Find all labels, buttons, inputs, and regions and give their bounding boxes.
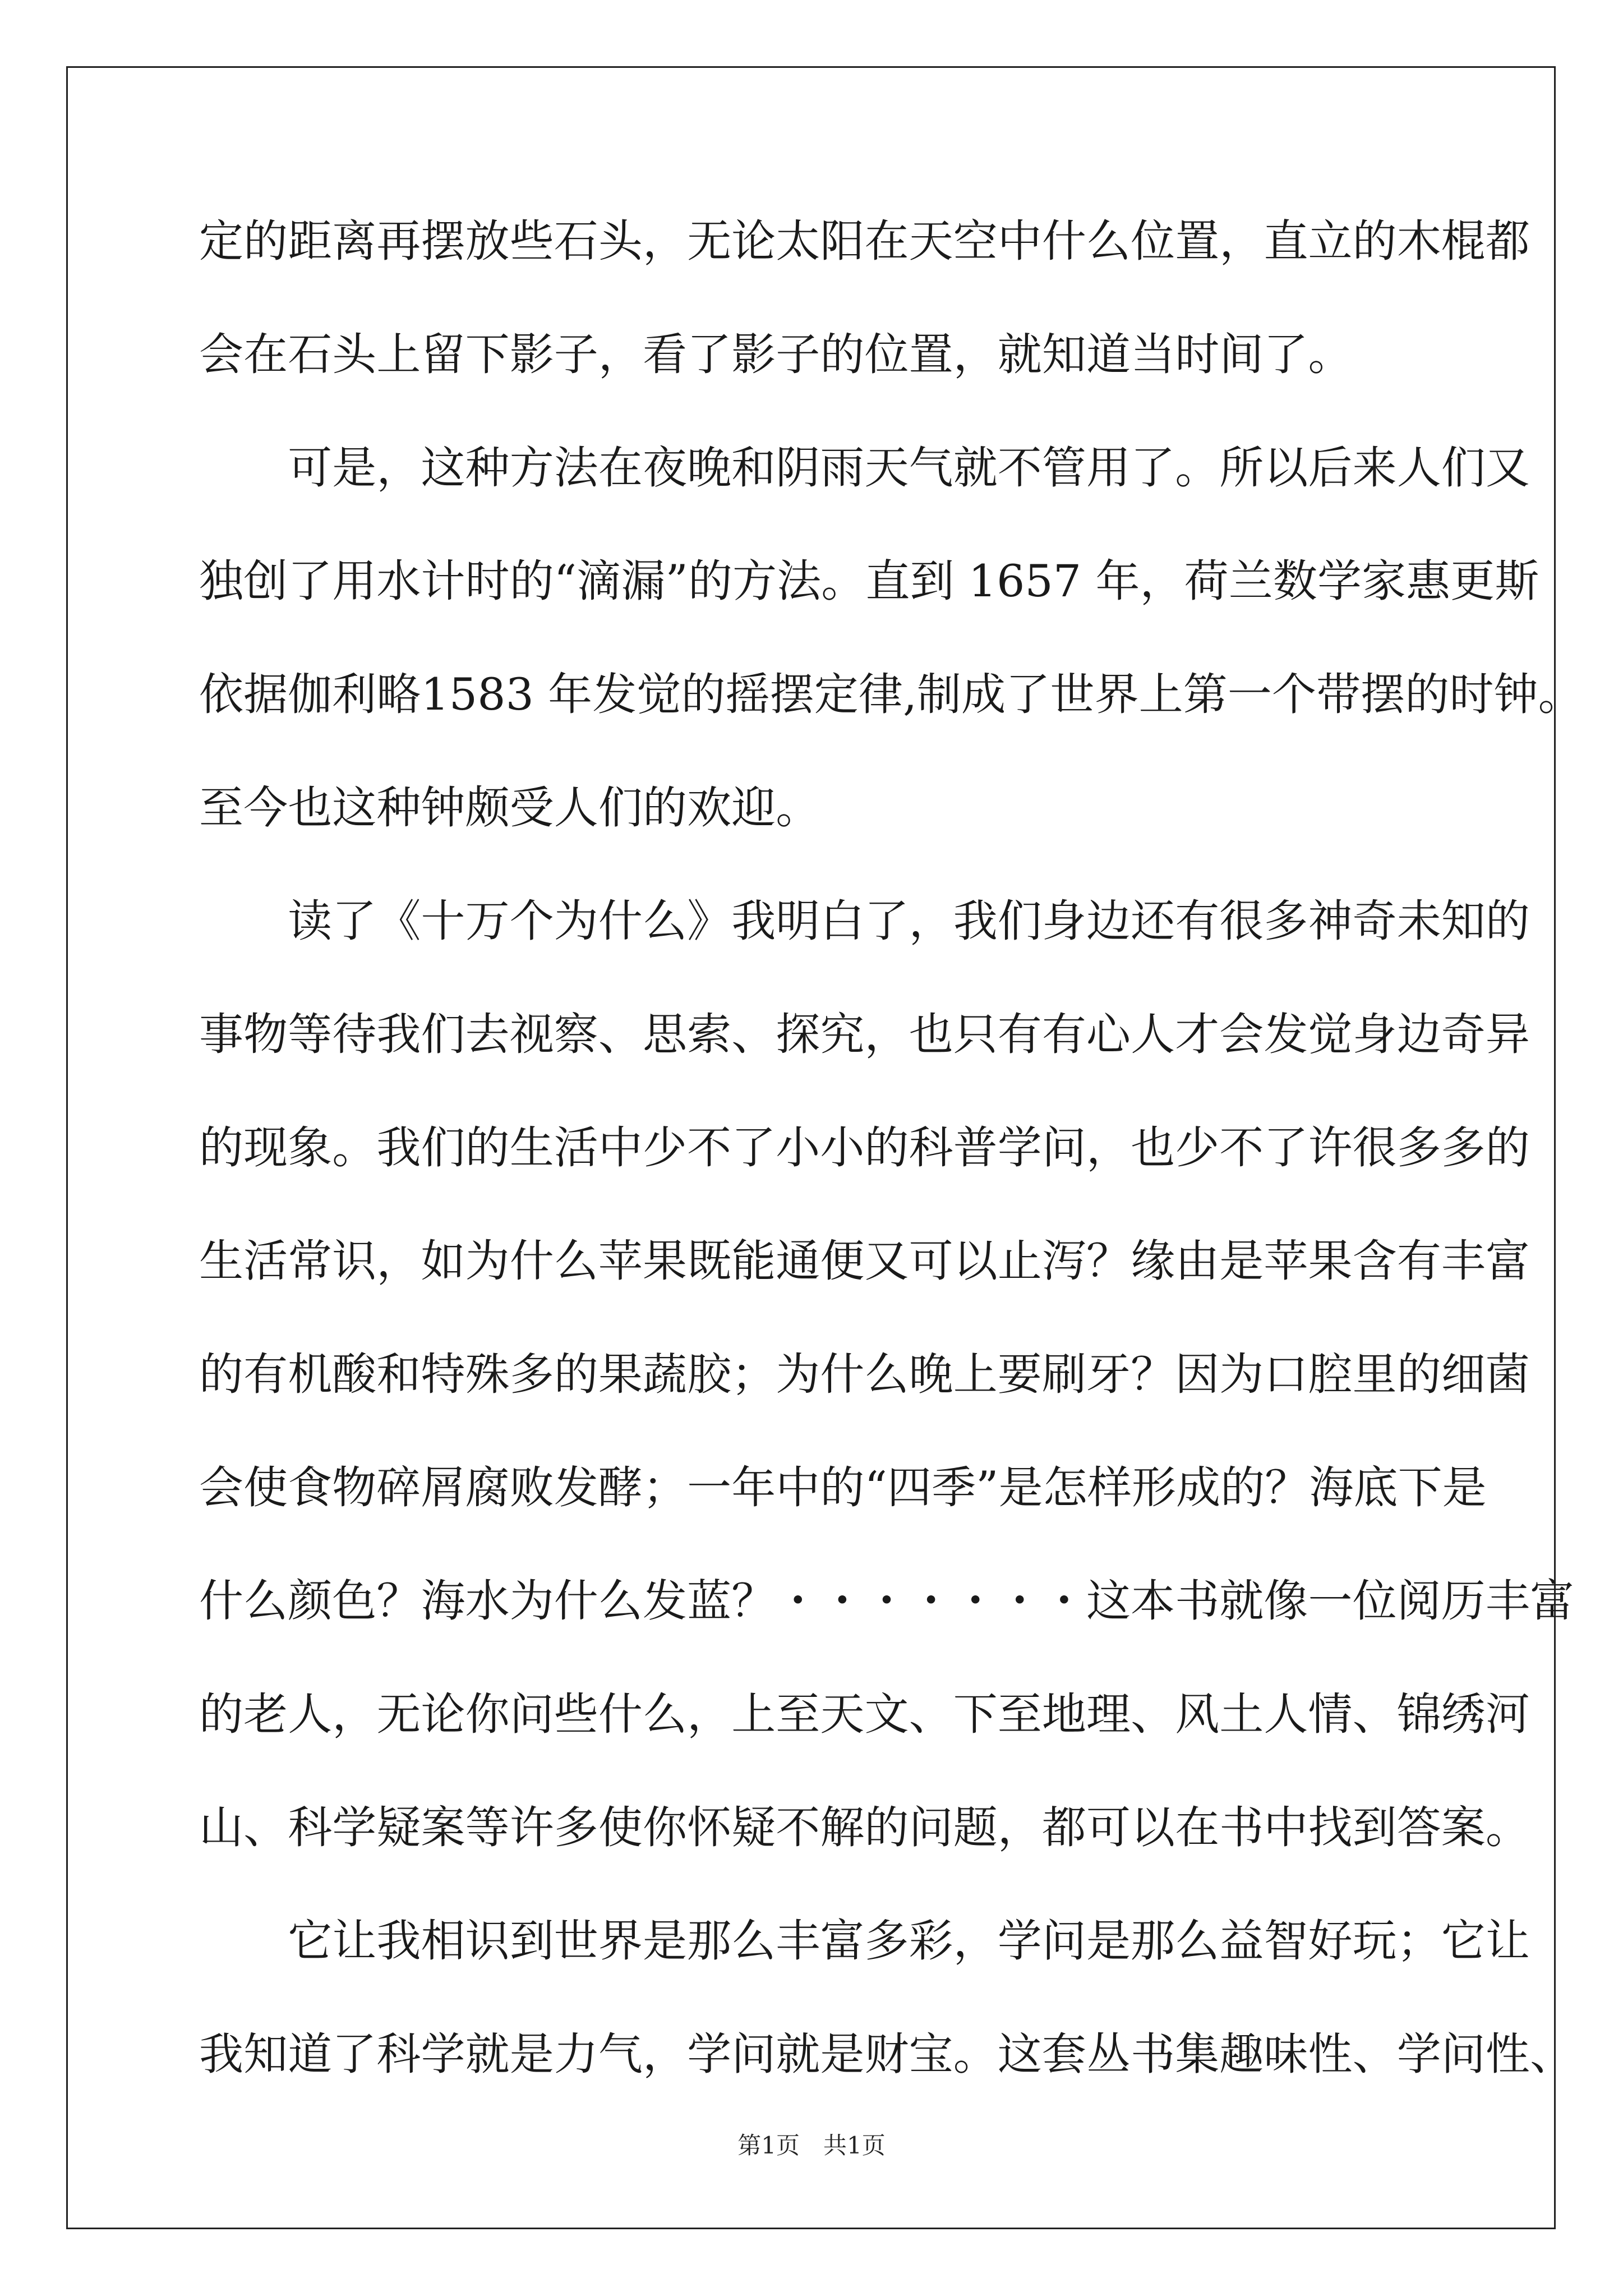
- page-number-footer: 第1页 共1页: [737, 2132, 886, 2159]
- text-line: 我知道了科学就是力气，学问就是财宝。这套丛书集趣味性、学问性、: [199, 2028, 1575, 2080]
- text-line: 定的距离再摆放些石头，无论太阳在天空中什么位置，直立的木棍都: [199, 215, 1530, 267]
- text-line: 什么颜色？海水为什么发蓝？・・・・・・・这本书就像一位阅历丰富: [199, 1575, 1575, 1627]
- text-line: 它让我相识到世界是那么丰富多彩，学问是那么益智好玩；它让: [199, 1915, 1530, 1967]
- text-line: 读了《十万个为什么》我明白了，我们身边还有很多神奇未知的: [199, 895, 1530, 947]
- text-line: 依据伽利略1583 年发觉的摇摆定律,制成了世界上第一个带摆的时钟。: [199, 669, 1583, 720]
- text-line: 会在石头上留下影子，看了影子的位置，就知道当时间了。: [199, 329, 1353, 380]
- text-line: 的老人，无论你问些什么，上至天文、下至地理、风土人情、锦绣河: [199, 1688, 1530, 1740]
- text-line: 至今也这种钟颇受人们的欢迎。: [199, 782, 820, 834]
- text-line: 可是，这种方法在夜晚和阴雨天气就不管用了。所以后来人们又: [199, 442, 1530, 494]
- text-line: 的有机酸和特殊多的果蔬胶；为什么晚上要刷牙？因为口腔里的细菌: [199, 1349, 1530, 1400]
- text-line: 会使食物碎屑腐败发酵；一年中的“四季”是怎样形成的？海底下是: [199, 1462, 1487, 1513]
- text-line: 山、科学疑案等许多使你怀疑不解的问题，都可以在书中找到答案。: [199, 1802, 1530, 1853]
- text-line: 的现象。我们的生活中少不了小小的科普学问，也少不了许很多多的: [199, 1122, 1530, 1174]
- text-line: 独创了用水计时的“滴漏”的方法。直到 1657 年，荷兰数学家惠更斯: [199, 555, 1539, 607]
- text-line: 生活常识，如为什么苹果既能通便又可以止泻？缘由是苹果含有丰富: [199, 1235, 1530, 1287]
- text-line: 事物等待我们去视察、思索、探究，也只有有心人才会发觉身边奇异: [199, 1009, 1530, 1060]
